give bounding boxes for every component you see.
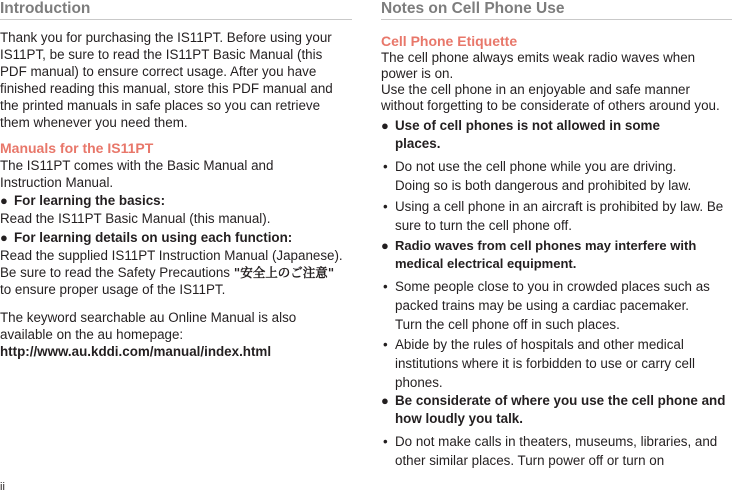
basics-paragraph: Read the IS11PT Basic Manual (this manual).: [0, 211, 271, 226]
group-heading-text: Radio waves from cell phones may interfere with medical electrical equipment.: [395, 238, 697, 271]
list-item: [381, 277, 711, 334]
etiquette-paragraph-2: Use the cell phone in an enjoyable and safe manner without forgetting to be considerate of others around you.: [381, 82, 720, 113]
right-column: [381, 0, 732, 470]
group-heading: [381, 117, 701, 153]
manuals-heading: Manuals for the IS11PT: [0, 140, 154, 156]
details-text-part1: Read the supplied IS11PT Instruction Manual (Japanese). Be sure to read the Safety Precautions: [0, 248, 343, 280]
basics-heading-text: For learning the basics:: [14, 193, 166, 208]
bullet-dot-icon: ●: [381, 238, 389, 253]
group-heading: [381, 392, 726, 428]
page-number: ii: [0, 481, 5, 493]
introduction-paragraph: Thank you for purchasing the IS11PT. Before using your IS11PT, be sure to read the IS11PT Basic Manual (this PDF manual) to ensure correct usage. After you have finished reading this manual, store this PDF manual and the printed manuals in safe places so you can retrieve them whenever you need them.: [0, 30, 333, 130]
bullet-dot-icon: ●: [381, 118, 389, 133]
bullet-dot-icon: ●: [0, 230, 8, 245]
online-manual-url[interactable]: http://www.au.kddi.com/manual/index.html: [0, 344, 272, 359]
list-item: [381, 157, 711, 195]
list-bullet: •: [383, 434, 388, 449]
list-item-text: Some people close to you in crowded places such as packed trains may be using a cardiac pacemaker. Turn the cell phone off in such places.: [395, 279, 710, 332]
etiquette-heading: Cell Phone Etiquette: [381, 33, 518, 49]
bullet-dot-icon: ●: [381, 393, 389, 408]
details-heading-text: For learning details on using each function:: [14, 230, 293, 245]
details-text-part2: to ensure proper usage of the IS11PT.: [0, 282, 226, 297]
introduction-title: Introduction: [0, 0, 91, 17]
introduction-divider: [0, 19, 352, 20]
list-item: [381, 197, 732, 235]
list-bullet: •: [383, 337, 388, 352]
list-item-text: Do not use the cell phone while you are driving. Doing so is both dangerous and prohibited by law.: [395, 159, 692, 193]
notes-title: Notes on Cell Phone Use: [381, 0, 565, 17]
list-item-text: Using a cell phone in an aircraft is prohibited by law. Be sure to turn the cell phone off.: [395, 199, 724, 233]
group-heading-text: Use of cell phones is not allowed in some places.: [395, 118, 660, 151]
list-bullet: •: [383, 199, 388, 214]
manuals-paragraph: The IS11PT comes with the Basic Manual and Instruction Manual.: [0, 158, 274, 190]
list-item-text: Do not make calls in theaters, museums, libraries, and other similar places. Turn power off or turn on: [395, 434, 718, 468]
list-item-text: Abide by the rules of hospitals and other medical institutions where it is forbidden to use or carry cell phones.: [395, 337, 695, 390]
group-heading-text: Be considerate of where you use the cell phone and how loudly you talk.: [395, 393, 726, 426]
list-bullet: •: [383, 279, 388, 294]
list-item: [381, 335, 711, 392]
list-bullet: •: [383, 159, 388, 174]
list-item: [381, 432, 721, 470]
online-manual-paragraph: The keyword searchable au Online Manual is also available on the au homepage:: [0, 310, 297, 342]
group-heading: [381, 237, 732, 273]
notes-divider: [381, 19, 732, 20]
basics-heading: [0, 192, 352, 210]
etiquette-paragraph-1: The cell phone always emits weak radio waves when power is on.: [381, 50, 696, 81]
details-paragraph: [0, 247, 345, 298]
bullet-dot-icon: ●: [0, 193, 8, 208]
safety-precautions-japanese: "安全上のご注意": [233, 265, 335, 280]
left-column: [0, 0, 352, 360]
details-heading: [0, 229, 352, 247]
